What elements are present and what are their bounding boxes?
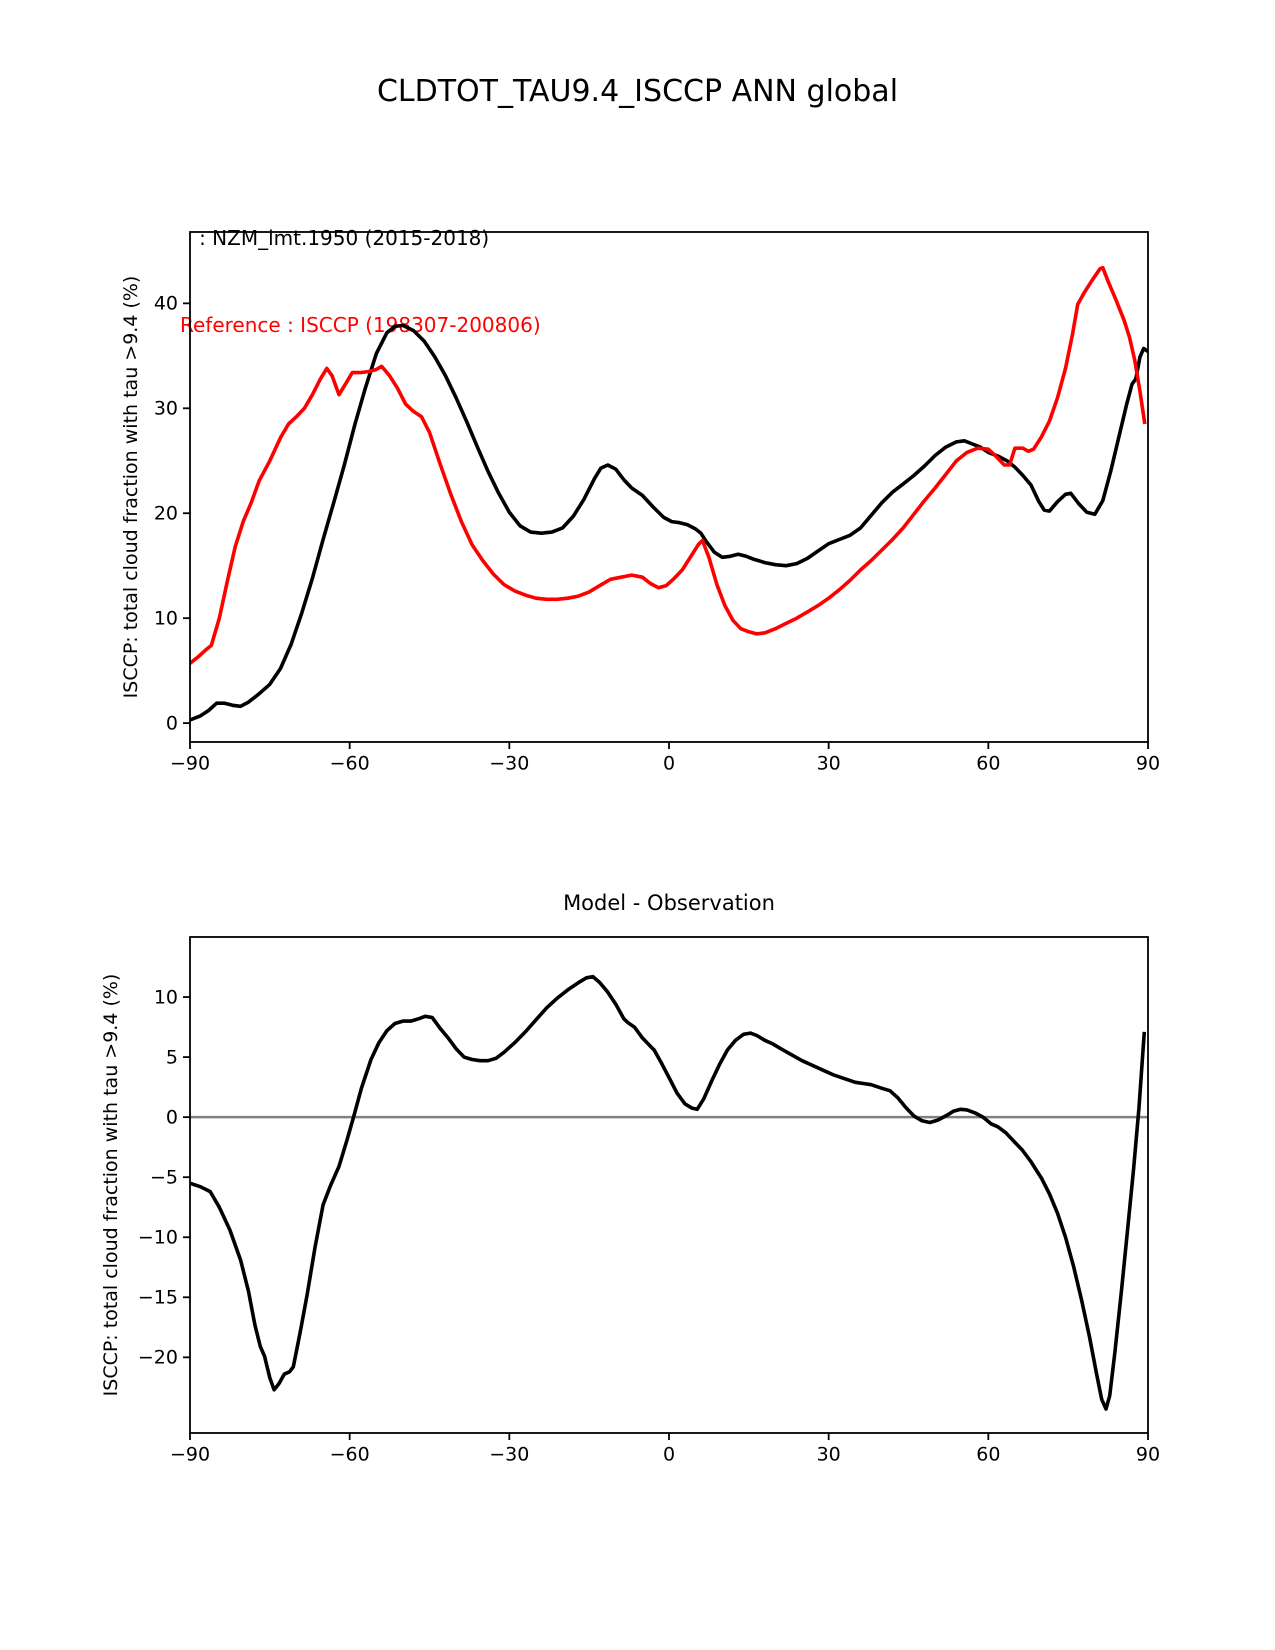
bottom-plot: [138, 937, 1160, 1466]
y-tick-label: 0: [165, 1106, 178, 1129]
x-tick-label: 30: [816, 1443, 841, 1466]
x-tick-label: −60: [329, 1443, 370, 1466]
x-tick-label: −90: [169, 752, 211, 775]
top-plot: [154, 232, 1160, 775]
y-tick-label: −20: [137, 1346, 178, 1369]
x-tick-label: −60: [329, 752, 370, 775]
x-tick-label: −90: [169, 1443, 211, 1466]
x-tick-label: 0: [662, 752, 676, 775]
y-tick-label: −10: [137, 1226, 178, 1249]
plot-border: [190, 232, 1148, 742]
y-tick-label: 20: [153, 502, 178, 525]
figure-title: CLDTOT_TAU9.4_ISCCP ANN global: [376, 74, 899, 109]
y-tick-label: 40: [153, 292, 178, 315]
bottom-plot-title: Model - Observation: [563, 891, 775, 915]
x-tick-label: −30: [489, 752, 530, 775]
plot-border: [190, 937, 1148, 1433]
y-tick-label: −5: [149, 1166, 178, 1189]
series-line-isccp-198307-200806-: [190, 268, 1145, 664]
y-tick-label: 0: [165, 712, 178, 735]
x-tick-label: 30: [816, 752, 841, 775]
x-tick-label: 90: [1135, 752, 1161, 775]
series-line-model-observation: [190, 977, 1144, 1409]
y-tick-label: 10: [153, 986, 178, 1009]
x-tick-label: 60: [976, 752, 1001, 775]
y-axis-label-bottom: ISCCP: total cloud fraction with tau >9.4 (%): [100, 973, 122, 1397]
x-tick-label: 90: [1135, 1443, 1161, 1466]
y-tick-label: −15: [137, 1286, 178, 1309]
legend-model-label: : NZM_lmt.1950 (2015-2018): [180, 226, 490, 250]
x-tick-label: 60: [976, 1443, 1001, 1466]
y-tick-label: 30: [153, 397, 178, 420]
y-tick-label: 10: [153, 607, 178, 630]
y-axis-label-top: ISCCP: total cloud fraction with tau >9.4 (%): [120, 275, 142, 699]
x-tick-label: 0: [662, 1443, 676, 1466]
legend-reference-label: Reference : ISCCP (198307-200806): [180, 313, 541, 337]
y-tick-label: 5: [165, 1046, 178, 1069]
x-tick-label: −30: [489, 1443, 530, 1466]
